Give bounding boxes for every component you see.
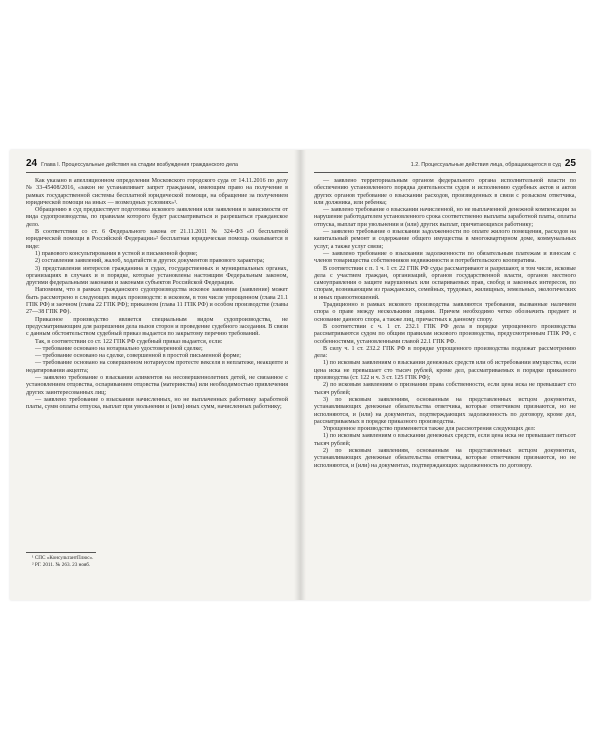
- paragraph: Напомним, что в рамках гражданского судопроизводства исковое заявление (заявление) может быть рассмотрено в следующих видах производств: в исковом, в том числе упрощенном (глава 21.1 ГПК РФ) и заочном (глава 22 ГПК РФ); приказном (глава 11 ГПК РФ) и особом производстве (главы 27—38 ГПК РФ).: [26, 287, 288, 316]
- list-item: — заявлено требование о взыскании начисленных, но не выплаченных работнику заработной платы, сумм оплаты отпуска, выплат при увольнении и (или) иных сумм, начисленных работнику;: [26, 396, 288, 411]
- list-item: 2) по исковым заявлениям, основанным на представленных истцом документах, устанавливающих денежные обязательства ответчика, которые ответчиком признаются, но не исполняются, и (или) на документах, подтверждающих задолженность по договору.: [314, 447, 576, 469]
- footnote-divider: [26, 552, 96, 553]
- paragraph: 3) представления интересов гражданина в судах, государственных и муниципальных органах, организациях в случаях и в порядке, которые установлены настоящим Федеральным законом, другими федеральными законами и законами субъектов Российской Федерации.: [26, 265, 288, 287]
- right-page-header: [314, 158, 576, 173]
- paragraph: Упрощенное производство применяется также для рассмотрения следующих дел:: [323, 426, 536, 433]
- paragraph: 1) правового консультирования в устной и письменной форме;: [35, 250, 198, 257]
- left-page-number: 24: [26, 158, 38, 169]
- list-item: — требование основано на нотариально удостоверенной сделке;: [35, 345, 203, 352]
- right-running-head: 1.2. Процессуальные действия лица, обращающегося в суд: [410, 162, 561, 168]
- list-item: 2) по исковым заявлениям о признании права собственности, если цена иска не превышает сто тысяч рублей;: [314, 382, 576, 396]
- paragraph: В соответствии со ст. 6 Федерального закона от 21.11.2011 № 324-ФЗ «О бесплатной юридической помощи в Российской Федерации»² бесплатная юридическая помощь оказывается в виде:: [26, 229, 288, 250]
- list-item: 1) по исковым заявлениям о взыскании денежных средств, если цена иска не превышает пятьсот тысяч рублей;: [314, 433, 576, 447]
- left-page: [26, 150, 288, 600]
- left-running-head: Глава I. Процессуальные действия на стадии возбуждения гражданского дела: [41, 162, 239, 168]
- left-page-header: [26, 158, 288, 173]
- paragraph: 2) составления заявлений, жалоб, ходатайств и других документов правового характера;: [35, 258, 265, 265]
- book-spread: [10, 150, 590, 600]
- paragraph: Приказное производство является специальным видом судопроизводства, не предусматривающим для разрешения дела вызов сторон и проведение судебного заседания. В связи с данным обстоятельством судебный приказ выдается по закрытому перечню требований.: [26, 316, 288, 338]
- book-gutter: [294, 150, 306, 600]
- paragraph: Как указано в апелляционном определении Московского городского суда от 14.11.2016 по делу № 33-45408/2016, «закон не устанавливает запрет гражданам, имеющим право на получение в рамках государственной системы бесплатной юридической помощи, на обращение за получением юридической помощи на иных — возмездных условиях»¹.: [26, 178, 288, 206]
- left-page-body: [26, 178, 288, 412]
- right-page-number: 25: [564, 158, 576, 169]
- footnote: ² РГ. 2011. № 263. 23 нояб.: [32, 562, 91, 568]
- paragraph: Обращению в суд предшествует подготовка искового заявления или заявления в зависимости от вида судопроизводства, по правилам которого будет рассматриваться и разрешаться гражданское дело.: [26, 207, 288, 228]
- right-page: [314, 150, 576, 600]
- footnote: ¹ СПС «КонсультантПлюс».: [32, 555, 94, 561]
- list-item: — заявлено требование о взыскании задолженности по обязательным платежам и взносам с членов товарищества собственников недвижимости и потребительского кооператива.: [314, 250, 576, 265]
- list-item: — заявлено требование о взыскании алиментов на несовершеннолетних детей, не связанное с установлением отцовства, оспариванием отцовства (материнства) или необходимостью привлечения других заинтересованных лиц;: [26, 375, 288, 396]
- list-item: — заявлено требование о взыскании начисленной, но не выплаченной денежной компенсации за нарушение работодателем установленного срока соответственно выплаты заработной платы, оплаты отпуска, выплат при увольнении и (или) других выплат, причитающихся работнику;: [314, 207, 576, 228]
- list-item: — требование основано на сделке, совершенной в простой письменной форме;: [35, 353, 241, 360]
- list-item: 3) по исковым заявлениям, основанным на представленных истцом документах, устанавливающих денежные обязательства ответчика, которые ответчиком признаются, но не исполняются, и (или) на документах, подтверждающих задолженность по договору, кроме дел, рассматриваемых в порядке приказного производства.: [314, 396, 576, 425]
- paragraph: В соответствии с п. 1 ч. 1 ст. 22 ГПК РФ суды рассматривают и разрешают, в том числе, исковые дела с участием граждан, организаций, органов государственной власти, органов местного самоуправления о защите нарушенных или оспариваемых прав, свобод и законных интересов, по спорам, возникающим из гражданских, семейных, трудовых, жилищных, земельных, экологических и иных правоотношений.: [314, 265, 576, 301]
- right-page-body: [314, 178, 576, 470]
- paragraph: Традиционно в рамках искового производства заявляются требования, вызванные наличием спора о праве между несколькими лицами. Причем необходимо четко обозначить предмет и основание данного спора, а также лиц, причастных к данному спору.: [314, 302, 576, 323]
- left-footnotes: [26, 552, 288, 569]
- paragraph: В силу ч. 1 ст. 232.2 ГПК РФ в порядке упрощенного производства подлежат рассмотрению дела:: [314, 345, 576, 360]
- list-item: 1) по исковым заявлениям о взыскании денежных средств или об истребовании имущества, если цена иска не превышает сто тысяч рублей, кроме дел, рассматриваемых в порядке приказного производства (ст. 122 и ч. 3 ст. 125 ГПК РФ);: [314, 360, 576, 382]
- paragraph: В соответствии с ч. 1 ст. 232.1 ГПК РФ дела в порядке упрощенного производства рассматриваются судом по общим правилам искового производства, предусмотренным ГПК РФ, с особенностями, установленными главой 22.1 ГПК РФ.: [314, 323, 576, 345]
- list-item: — требование основано на совершенном нотариусом протесте векселя в неплатеже, неакцепте и недатировании акцепта;: [26, 360, 288, 374]
- list-item: — заявлено территориальным органом федерального органа исполнительной власти по обеспечению установленного порядка деятельности судов и исполнению судебных актов и актов других органов требование о взыскании расходов, произведенных в связи с розыском ответчика, или должника, или ребенка;: [314, 178, 576, 206]
- paragraph: Так, в соответствии со ст. 122 ГПК РФ судебный приказ выдается, если:: [35, 338, 223, 345]
- list-item: — заявлено требование о взыскании задолженности по оплате жилого помещения, расходов на капитальный ремонт и содержание общего имущества в многоквартирном доме, коммунальных услуг, а также услуг связи;: [314, 229, 576, 250]
